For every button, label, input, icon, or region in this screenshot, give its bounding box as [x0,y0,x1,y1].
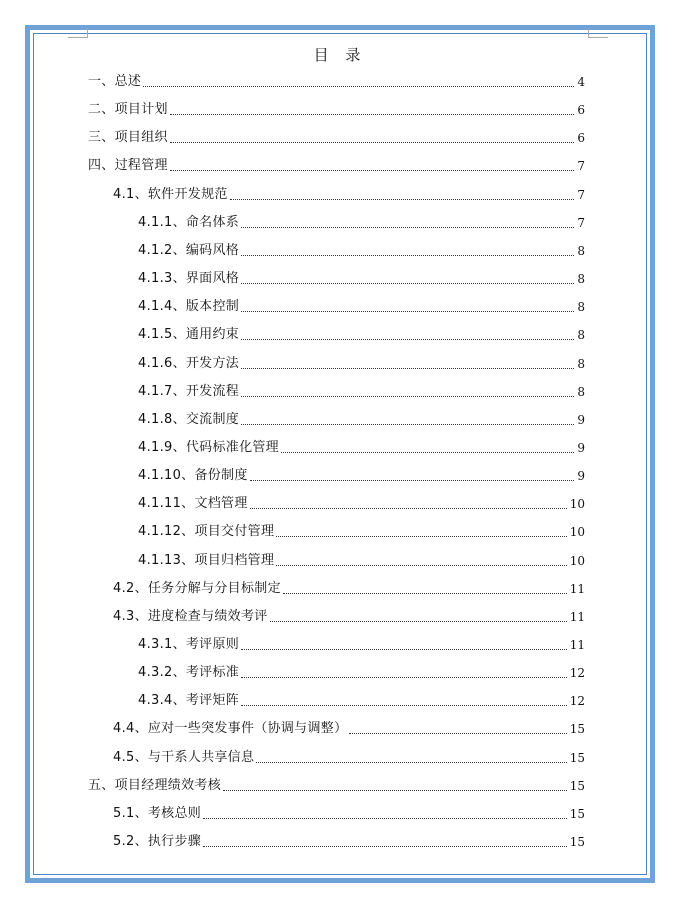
toc-dot-leader [270,620,567,622]
toc-entry-page-number: 11 [569,581,585,596]
toc-entry[interactable] [113,805,585,823]
toc-entry[interactable] [113,580,585,598]
toc-entry-page-number: 10 [569,553,585,568]
toc-entry[interactable] [88,777,585,795]
toc-entry-page-number: 8 [577,272,585,287]
toc-entry-label: 5.1、考核总则 [113,805,202,821]
toc-entry-label: 5.2、执行步骤 [113,834,202,850]
toc-entry-label: 4.1.1、命名体系 [138,214,240,230]
corner-mark-top-left [68,28,88,38]
toc-entry-label: 4.1、软件开发规范 [113,186,228,202]
toc-dot-leader [241,226,574,228]
toc-entry-page-number: 4 [577,75,585,89]
toc-entry-page-number: 12 [569,694,585,709]
toc-entry-label: 4.1.11、文档管理 [138,496,248,512]
toc-entry[interactable] [113,608,585,626]
toc-dot-leader [241,648,567,650]
toc-entry-page-number: 8 [577,356,585,371]
toc-dot-leader [241,282,574,284]
toc-entry-label: 4.3.2、考评标准 [138,665,240,681]
toc-entry-page-number: 7 [577,159,585,174]
toc-entry[interactable] [138,552,585,570]
toc-dot-leader [349,732,566,734]
toc-entry-page-number: 9 [577,412,585,427]
toc-entry-page-number: 15 [569,778,585,793]
toc-entry-page-number: 10 [569,525,585,540]
corner-mark-top-right [588,28,608,38]
toc-entry-label: 4.1.12、项目交付管理 [138,524,275,540]
toc-dot-leader [241,338,574,340]
toc-dot-leader [143,85,574,87]
toc-dot-leader [230,198,575,200]
toc-entry-label: 4.1.3、界面风格 [138,271,240,287]
toc-entry-page-number: 9 [577,469,585,484]
toc-entry-label: 4.1.7、开发流程 [138,383,240,399]
toc-entry-page-number: 8 [577,328,585,343]
toc-entry-label: 二、项目计划 [88,102,168,118]
toc-entry-label: 4.1.9、代码标准化管理 [138,439,279,455]
toc-entry-page-number: 9 [577,440,585,455]
toc-dot-leader [250,507,567,509]
toc-entry[interactable] [113,749,585,767]
toc-entry[interactable] [88,101,585,119]
toc-dot-leader [203,845,567,847]
toc-dot-leader [281,451,574,453]
toc-dot-leader [170,169,575,171]
toc-entry-page-number: 6 [577,131,585,146]
toc-dot-leader [241,254,574,256]
toc-dot-leader [223,789,567,791]
toc-entry-label: 一、总述 [88,74,142,89]
toc-entry-page-number: 15 [569,722,585,737]
toc-entry[interactable] [138,214,585,232]
toc-entry-label: 4.1.6、开发方法 [138,355,240,371]
toc-dot-leader [241,704,567,706]
toc-entry-page-number: 12 [569,666,585,681]
toc-dot-leader [283,592,567,594]
toc-entry[interactable] [138,636,585,654]
toc-dot-leader [250,479,575,481]
toc-dot-leader [241,395,574,397]
toc-entry[interactable] [138,242,585,260]
toc-entry-label: 4.3、进度检查与绩效考评 [113,608,268,624]
toc-entry[interactable] [138,467,585,485]
toc-dot-leader [241,310,574,312]
toc-entry-page-number: 8 [577,384,585,399]
toc-dot-leader [241,367,574,369]
toc-entry-page-number: 15 [569,806,585,821]
toc-title: 目 录 [313,46,367,64]
toc-entry-page-number: 10 [569,497,585,512]
toc-entry-label: 4.4、应对一些突发事件（协调与调整） [113,721,348,737]
toc-entry-label: 4.5、与干系人共享信息 [113,749,255,765]
toc-entry-page-number: 15 [569,750,585,765]
toc-entry[interactable] [138,298,585,316]
toc-entry[interactable] [138,523,585,541]
toc-entry-page-number: 11 [569,609,585,624]
toc-entry-label: 4.3.4、考评矩阵 [138,693,240,709]
toc-entry-label: 4.1.2、编码风格 [138,242,240,258]
toc-dot-leader [241,676,567,678]
toc-entry-page-number: 7 [577,187,585,202]
toc-entry[interactable] [138,355,585,373]
toc-entry[interactable] [113,720,585,738]
toc-entry[interactable] [138,270,585,288]
toc-entry-label: 四、过程管理 [88,158,168,174]
toc-entry[interactable] [138,411,585,429]
toc-entry-label: 五、项目经理绩效考核 [88,777,222,793]
toc-entry[interactable] [138,692,585,710]
toc-entry[interactable] [88,129,585,147]
toc-dot-leader [170,141,575,143]
toc-entry-label: 4.1.13、项目归档管理 [138,552,275,568]
toc-entry-label: 4.1.8、交流制度 [138,411,240,427]
toc-entry-label: 三、项目组织 [88,130,168,146]
toc-entry[interactable] [88,157,585,175]
toc-entry-page-number: 7 [577,215,585,230]
toc-dot-leader [276,564,566,566]
toc-entry[interactable] [88,73,585,91]
toc-entry[interactable] [138,664,585,682]
toc-entry-label: 4.1.10、备份制度 [138,468,248,484]
toc-entry-label: 4.1.5、通用约束 [138,327,240,343]
toc-entry-page-number: 8 [577,243,585,258]
toc-dot-leader [276,535,566,537]
toc-entry-label: 4.3.1、考评原则 [138,637,240,652]
toc-entry[interactable] [138,383,585,401]
toc-entry-page-number: 6 [577,103,585,118]
toc-dot-leader [256,761,566,763]
toc-entry[interactable] [138,439,585,457]
toc-entry[interactable] [138,326,585,344]
toc-entry[interactable] [113,186,585,204]
toc-entry[interactable] [138,495,585,513]
toc-entry-page-number: 15 [569,835,585,850]
toc-entry-label: 4.1.4、版本控制 [138,299,240,315]
toc-dot-leader [170,113,575,115]
toc-dot-leader [203,817,567,819]
toc-entry-page-number: 8 [577,300,585,315]
toc-dot-leader [241,423,574,425]
toc-entry-page-number: 11 [569,638,585,652]
toc-entry[interactable] [113,833,585,851]
toc-entry-label: 4.2、任务分解与分目标制定 [113,580,281,596]
